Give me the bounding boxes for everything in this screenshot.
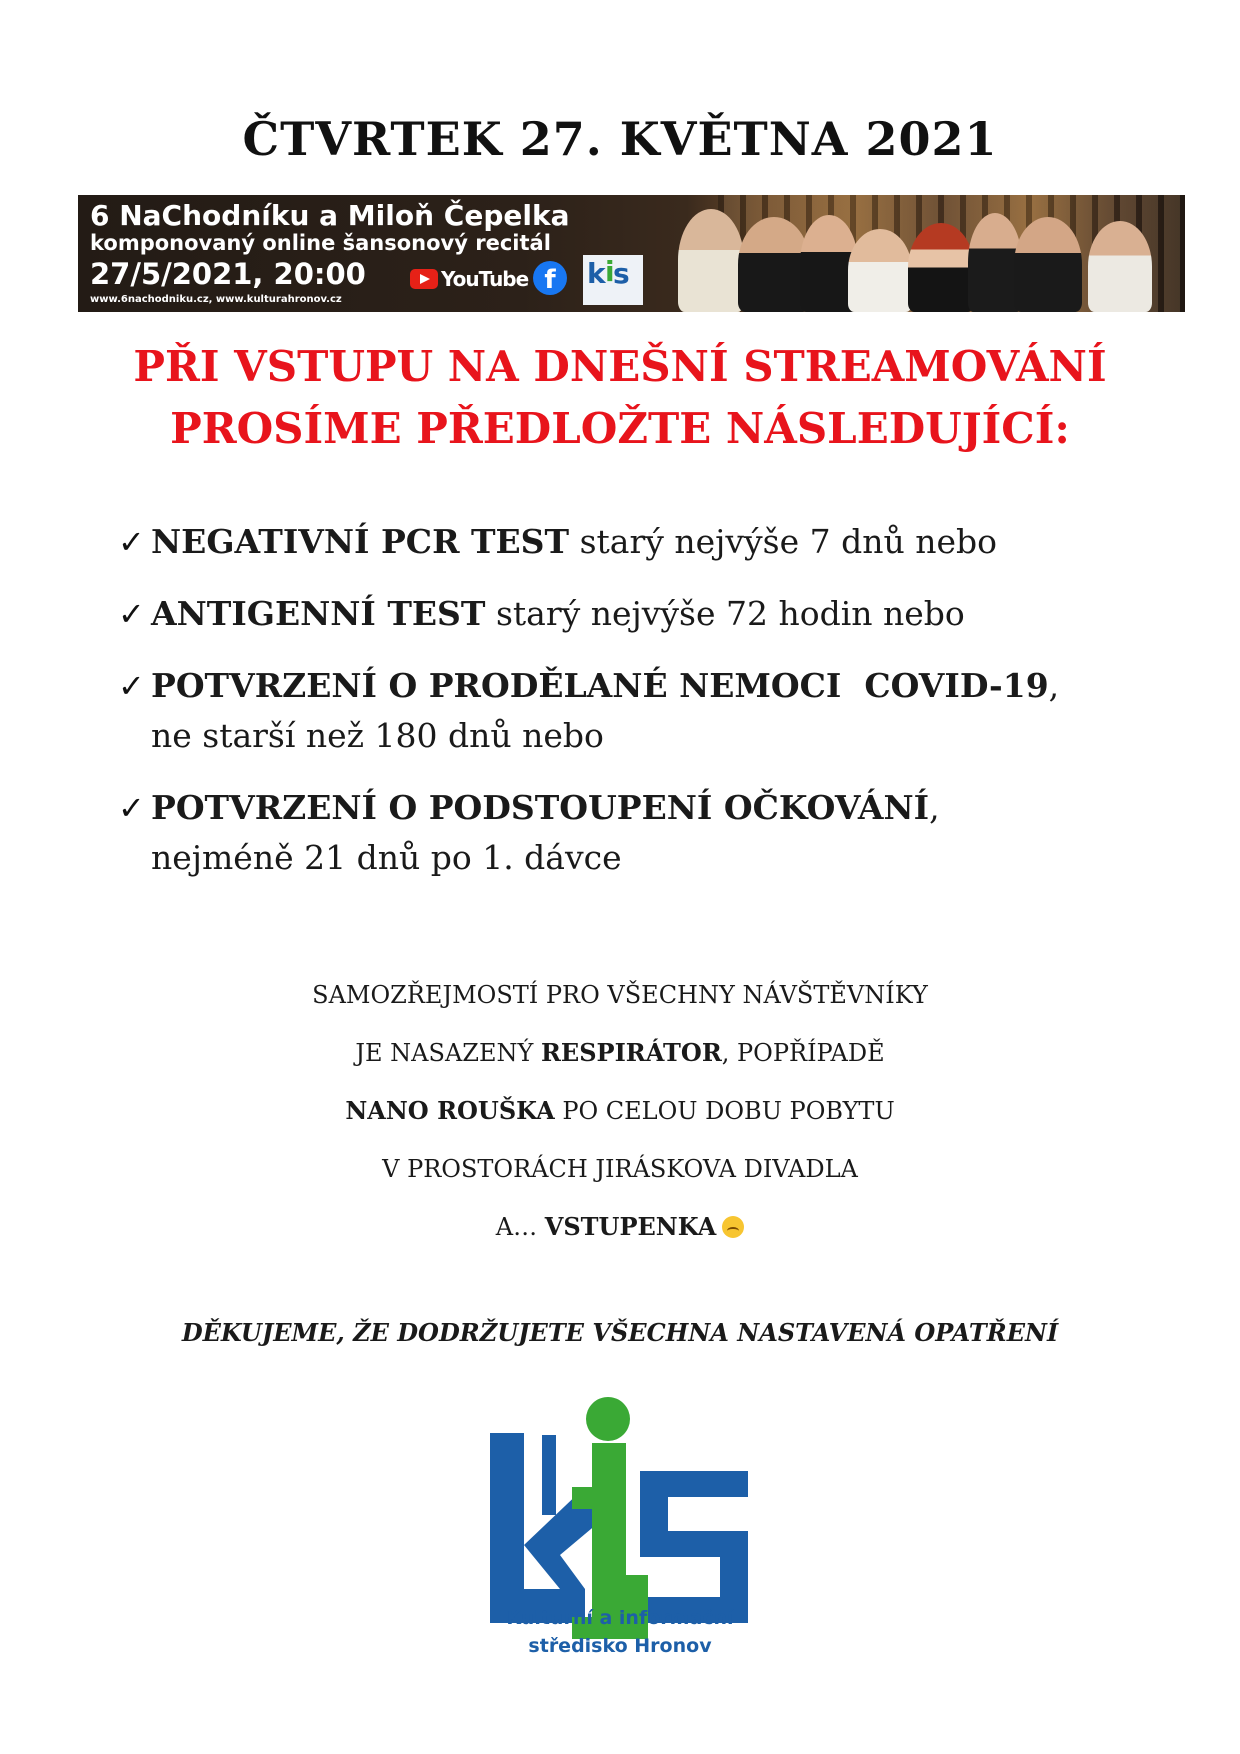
banner-websites: www.6nachodniku.cz, www.kulturahronov.cz xyxy=(90,294,342,305)
youtube-logo xyxy=(410,267,528,291)
performer-figure xyxy=(1088,221,1152,312)
banner-title: 6 NaChodníku a Miloň Čepelka xyxy=(90,199,570,232)
performer-figure xyxy=(678,209,744,312)
kis-logo-small: k i s xyxy=(583,255,643,305)
performer-figure xyxy=(1014,217,1082,312)
respirator-emphasis: RESPIRÁTOR xyxy=(540,1038,722,1067)
smiley-icon xyxy=(722,1216,744,1238)
kis-logo-s-shape xyxy=(640,1471,748,1623)
performer-figure xyxy=(908,223,974,312)
checkmark-icon: ✓ xyxy=(118,523,145,561)
banner-subtitle: komponovaný online šansonový recitál xyxy=(90,231,551,255)
notice-line: JE NASAZENÝ RESPIRÁTOR, POPŘÍPADĚ xyxy=(355,1038,885,1067)
requirements-list xyxy=(118,517,1168,883)
notice-line: A… VSTUPENKA xyxy=(0,1198,1240,1256)
notice-line: NANO ROUŠKA PO CELOU DOBU POBYTU xyxy=(345,1096,895,1125)
requirement-title: NEGATIVNÍ PCR TEST xyxy=(151,522,570,561)
performer-figure xyxy=(848,229,912,312)
youtube-label: YouTube xyxy=(441,267,529,291)
respirator-notice xyxy=(0,966,1240,1256)
checkmark-icon: ✓ xyxy=(118,789,145,827)
list-item xyxy=(118,661,1168,761)
entry-requirements-headline xyxy=(0,336,1240,460)
headline-line-2: PROSÍME PŘEDLOŽTE NÁSLEDUJÍCÍ: xyxy=(170,404,1070,453)
event-banner xyxy=(78,195,1185,312)
checkmark-icon: ✓ xyxy=(118,667,145,705)
youtube-play-icon xyxy=(410,269,438,289)
thank-you-note: DĚKUJEME, ŽE DODRŽUJETE VŠECHNA NASTAVENÁ OPATŘENÍ xyxy=(181,1318,1059,1347)
facebook-icon: f xyxy=(533,261,567,295)
kis-logo-caption: Kulturní a informační středisko Hronov xyxy=(506,1607,734,1657)
notice-line: SAMOZŘEJMOSTÍ PRO VŠECHNY NÁVŠTĚVNÍKY xyxy=(312,981,928,1009)
requirement-detail-line: ne starší než 180 dnů nebo xyxy=(151,716,604,755)
list-item xyxy=(118,589,1168,639)
notice-line: V PROSTORÁCH JIRÁSKOVA DIVADLA xyxy=(382,1155,858,1183)
page-title: ČTVRTEK 27. KVĚTNA 2021 xyxy=(242,112,998,166)
requirement-title: POTVRZENÍ O PODSTOUPENÍ OČKOVÁNÍ xyxy=(151,788,930,827)
banner-datetime: 27/5/2021, 20:00 xyxy=(90,257,366,291)
requirement-detail: , xyxy=(929,788,940,827)
requirement-detail-line: nejméně 21 dnů po 1. dávce xyxy=(151,838,622,877)
requirement-detail: , xyxy=(1048,666,1060,705)
requirement-title: POTVRZENÍ O PRODĚLANÉ NEMOCI COVID-19 xyxy=(151,666,1049,705)
checkmark-icon: ✓ xyxy=(118,595,145,633)
headline-line-1: PŘI VSTUPU NA DNEŠNÍ STREAMOVÁNÍ xyxy=(133,342,1107,391)
requirement-title: ANTIGENNÍ TEST xyxy=(151,594,486,633)
list-item xyxy=(118,783,1168,883)
nano-mask-emphasis: NANO ROUŠKA xyxy=(345,1096,555,1125)
ticket-emphasis: VSTUPENKA xyxy=(544,1212,717,1241)
requirement-detail: starý nejvýše 72 hodin nebo xyxy=(485,594,965,633)
list-item xyxy=(118,517,1168,567)
requirement-detail: starý nejvýše 7 dnů nebo xyxy=(569,522,997,561)
